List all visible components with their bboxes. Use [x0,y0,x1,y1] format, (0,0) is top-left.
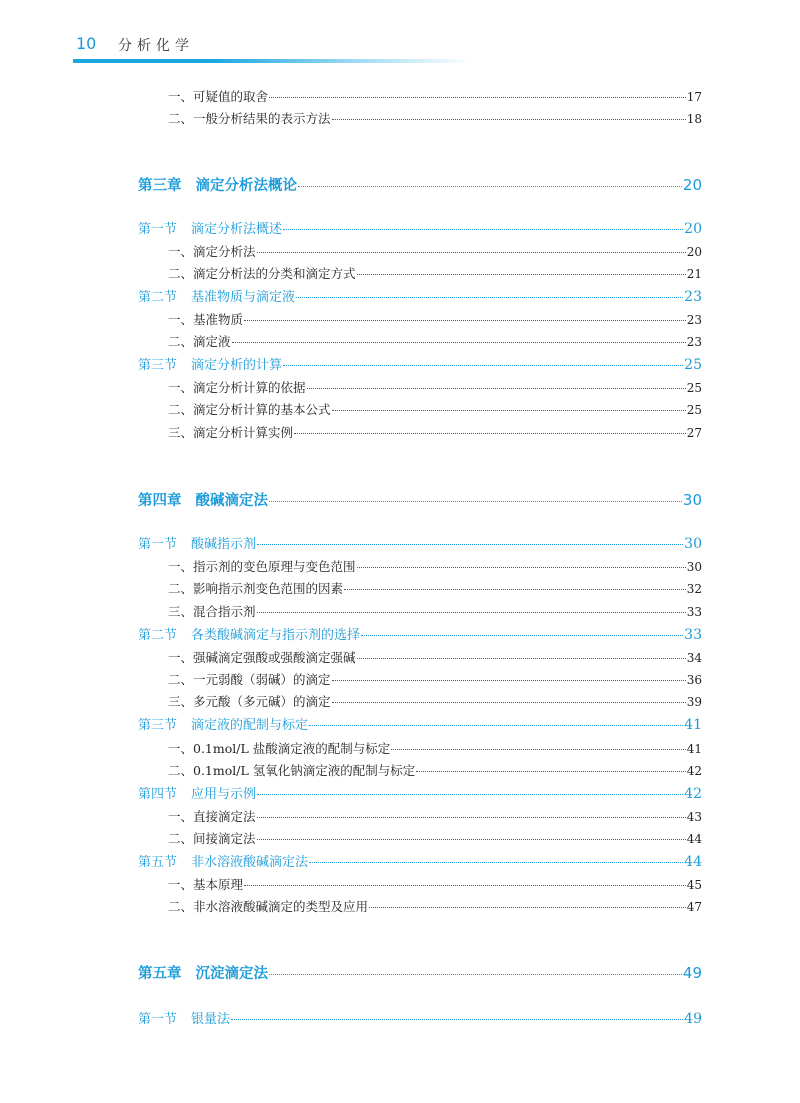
toc-section[interactable] [138,354,702,373]
leader-dots [332,680,686,681]
toc-page-number: 41 [686,742,702,756]
toc-item[interactable] [168,692,702,710]
section-number: 第一节 [138,537,178,552]
toc-page-number: 25 [684,357,702,373]
section-title: 基准物质与滴定液 [191,290,296,305]
toc-item-label: 二、一般分析结果的表示方法 [168,111,331,126]
section-number: 第一节 [138,1012,178,1027]
toc-page-number: 32 [686,582,702,596]
toc-page-number: 47 [686,900,702,914]
toc-item[interactable] [168,242,702,260]
leader-dots [231,1019,683,1020]
section-number: 第四节 [138,787,178,802]
section-title: 银量法 [191,1012,231,1027]
leader-dots [357,658,686,659]
toc-page-number: 33 [684,627,702,643]
toc-page-number: 27 [686,426,702,440]
toc-section[interactable] [138,218,702,237]
leader-dots [257,817,686,818]
leader-dots [298,186,682,187]
toc-page-number: 44 [684,854,702,870]
leader-dots [369,907,686,908]
toc-item[interactable] [168,602,702,620]
section-title: 滴定分析的计算 [191,358,283,373]
toc-section[interactable] [138,286,702,305]
leader-dots [296,297,683,298]
leader-dots [269,97,686,98]
toc-item-label: 一、0.1mol/L 盐酸滴定液的配制与标定 [168,741,391,756]
toc-item[interactable] [168,875,702,893]
toc-page-number: 44 [686,832,702,846]
chapter-number: 第三章 [138,178,182,194]
toc-page-number: 30 [684,536,702,552]
leader-dots [332,119,686,120]
leader-dots [257,612,686,613]
toc-page-number: 49 [684,1011,702,1027]
toc-item[interactable] [168,739,702,757]
toc-page-number: 34 [686,651,702,665]
toc-item-label: 三、滴定分析计算实例 [168,425,294,440]
toc-section[interactable] [138,783,702,802]
section-title: 各类酸碱滴定与指示剂的选择 [191,628,361,643]
section-title: 非水溶液酸碱滴定法 [191,855,309,870]
book-title: 分析化学 [118,38,194,54]
leader-dots [332,702,686,703]
toc-page-number: 33 [686,605,702,619]
leader-dots [391,749,685,750]
toc-page-number: 23 [686,313,702,327]
toc-item-label: 三、多元酸（多元碱）的滴定 [168,694,331,709]
toc-item[interactable] [168,310,702,328]
toc-page-number: 23 [686,335,702,349]
toc-item-label: 二、影响指示剂变色范围的因素 [168,581,344,596]
leader-dots [232,342,686,343]
toc-item[interactable] [168,807,702,825]
toc-item[interactable] [168,332,702,350]
toc-page-number: 20 [682,176,702,194]
toc-item[interactable] [168,829,702,847]
toc-item-label: 一、可疑值的取舍 [168,89,269,104]
toc-item-label: 二、间接滴定法 [168,831,256,846]
toc-page-number: 21 [686,267,702,281]
chapter-number: 第四章 [138,493,182,509]
leader-dots [294,433,686,434]
leader-dots [361,635,683,636]
toc-item-label: 二、滴定分析计算的基本公式 [168,402,331,417]
section-number: 第二节 [138,628,178,643]
toc-page-number: 25 [686,381,702,395]
toc-page-number: 42 [686,764,702,778]
toc-section[interactable] [138,1008,702,1027]
leader-dots [257,839,686,840]
toc-item[interactable] [168,670,702,688]
page-number: 10 [76,34,97,53]
leader-dots [269,501,682,502]
leader-dots [257,544,683,545]
toc-item-label: 一、滴定分析法 [168,244,256,259]
toc-item[interactable] [168,557,702,575]
toc-page-number: 17 [686,90,702,104]
leader-dots [283,229,683,230]
toc-item-label: 二、0.1mol/L 氢氧化钠滴定液的配制与标定 [168,763,416,778]
section-title: 滴定液的配制与标定 [191,718,309,733]
section-title: 酸碱指示剂 [191,537,257,552]
toc-item-label: 三、混合指示剂 [168,604,256,619]
chapter-title: 酸碱滴定法 [195,493,268,509]
toc-item[interactable] [168,423,702,441]
toc-item-label: 一、基本原理 [168,877,244,892]
toc-page-number: 30 [682,491,702,509]
toc-page-number: 45 [686,878,702,892]
toc-item[interactable] [168,400,702,418]
toc-chapter[interactable] [138,962,702,983]
toc-section[interactable] [138,851,702,870]
leader-dots [257,252,686,253]
leader-dots [309,862,683,863]
leader-dots [283,365,683,366]
toc-page-number: 43 [686,810,702,824]
toc-page-number: 39 [686,695,702,709]
toc-page-number: 23 [684,289,702,305]
toc-item-label: 二、滴定液 [168,334,231,349]
toc-item-label: 二、非水溶液酸碱滴定的类型及应用 [168,899,369,914]
toc-item[interactable] [168,648,702,666]
section-number: 第二节 [138,290,178,305]
toc-page-number: 30 [686,560,702,574]
section-title: 应用与示例 [191,787,257,802]
toc-section[interactable] [138,714,702,733]
toc-item[interactable] [168,761,702,779]
toc-chapter[interactable] [138,489,702,510]
section-number: 第五节 [138,855,178,870]
chapter-title: 沉淀滴定法 [195,966,268,982]
toc-item[interactable] [168,264,702,282]
toc-page-number: 20 [684,221,702,237]
toc-page-number: 36 [686,673,702,687]
toc-item-label: 一、强碱滴定强酸或强酸滴定强碱 [168,650,356,665]
leader-dots [344,589,686,590]
toc-item[interactable] [168,378,702,396]
leader-dots [357,567,686,568]
toc-item-label: 一、直接滴定法 [168,809,256,824]
toc-page-number: 49 [682,964,702,982]
toc-page-number: 20 [686,245,702,259]
toc-item-label: 二、一元弱酸（弱碱）的滴定 [168,672,331,687]
toc-item[interactable] [168,87,702,105]
toc-section[interactable] [138,624,702,643]
section-number: 第三节 [138,358,178,373]
toc-item[interactable] [168,109,702,127]
section-number: 第三节 [138,718,178,733]
toc-chapter[interactable] [138,174,702,195]
toc-section[interactable] [138,533,702,552]
section-number: 第一节 [138,222,178,237]
toc-item-label: 一、基准物质 [168,312,244,327]
toc-item[interactable] [168,579,702,597]
leader-dots [244,885,686,886]
leader-dots [269,974,682,975]
toc-item[interactable] [168,897,702,915]
toc-item-label: 二、滴定分析法的分类和滴定方式 [168,266,356,281]
leader-dots [357,274,686,275]
leader-dots [416,771,685,772]
toc-page-number: 18 [686,112,702,126]
section-title: 滴定分析法概述 [191,222,283,237]
leader-dots [307,388,686,389]
toc-page-number: 41 [684,717,702,733]
toc-item-label: 一、滴定分析计算的依据 [168,380,306,395]
chapter-number: 第五章 [138,966,182,982]
leader-dots [244,320,686,321]
leader-dots [332,410,686,411]
toc-page-number: 25 [686,403,702,417]
leader-dots [257,794,683,795]
leader-dots [309,725,683,726]
toc-page-number: 42 [684,786,702,802]
chapter-title: 滴定分析法概论 [195,178,297,194]
toc-item-label: 一、指示剂的变色原理与变色范围 [168,559,356,574]
